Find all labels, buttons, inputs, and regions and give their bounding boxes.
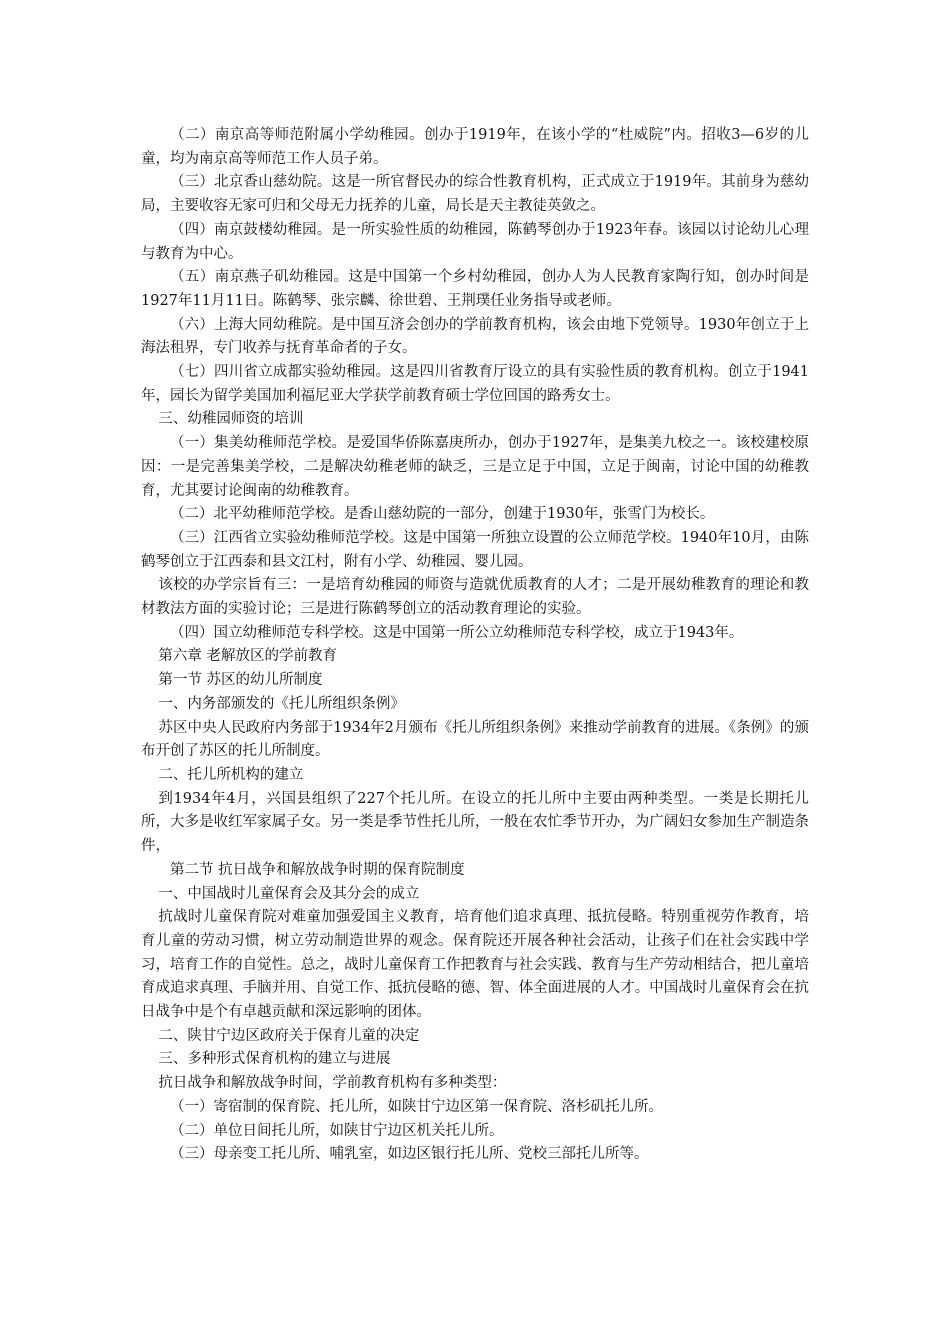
heading-or-paragraph: 三、幼稚园师资的培训 — [158, 411, 304, 428]
heading-or-paragraph: 该校的办学宗旨有三：一是培育幼稚园的师资与造就优质教育的人才；二是开展幼稚教育的理论和教材教法方面的实验讨论；三是进行陈鹤琴创立的活动教育理论的实验。 — [141, 577, 809, 618]
paragraph: （二）北平幼稚师范学校。是香山慈幼院的一部分，创建于1930年，张雪门为校长。 — [170, 506, 715, 523]
heading-or-paragraph: 苏区中央人民政府内务部于1934年2月颁布《托儿所组织条例》来推动学前教育的进展。《条例》的颁布开创了苏区的托儿所制度。 — [141, 719, 809, 760]
heading-or-paragraph: 二、托儿所机构的建立 — [158, 766, 304, 783]
heading-or-paragraph: 二、陕甘宁边区政府关于保育儿童的决定 — [158, 1027, 420, 1044]
paragraph: （三）江西省立实验幼稚师范学校。这是中国第一所独立设置的公立师范学校。1940年10月，由陈鹤琴创立于江西泰和县文江村，附有小学、幼稚园、婴儿园。 — [141, 529, 809, 570]
paragraph: （六）上海大同幼稚院。是中国互济会创办的学前教育机构，该会由地下党领导。1930年创立于上海法租界，专门收养与抚育革命者的子女。 — [141, 316, 809, 357]
paragraph: （一）集美幼稚师范学校。是爱国华侨陈嘉庚所办，创办于1927年，是集美九校之一。该校建校原因：一是完善集美学校，二是解决幼稚老师的缺乏，三是立足于中国，立足于闽南，讨论中国的幼稚教育，尤其要讨论闽南的幼稚教育。 — [141, 435, 809, 499]
heading-or-paragraph: 到1934年4月，兴国县组织了227个托儿所。在设立的托儿所中主要由两种类型。一类是长期托儿所，大多是收红军家属子女。另一类是季节性托儿所，一般在农忙季节开办，为广阔妇女参加生产制造条件， — [141, 790, 809, 855]
paragraph: （三）母亲变工托儿所、哺乳室，如边区银行托儿所、党校三部托儿所等。 — [170, 1146, 649, 1163]
heading-or-paragraph: 抗战时儿童保育院对难童加强爱国主义教育，培育他们追求真理、抵抗侵略。特别重视劳作教育，培育儿童的劳动习惯，树立劳动制造世界的观念。保育院还开展各种社会活动，让孩子们在社会实践中学习，培育工作的自觉性。总之，战时儿童保育工作把教育与社会实践、教育与生产劳动相结合，把儿童培育成追求真理、手脑并用、自觉工作、抵抗侵略的德、智、体全面进展的人才。中国战时儿童保育会在抗日战争中是个有卓越贡献和深远影响的团体。 — [141, 909, 809, 1021]
heading-or-paragraph: 一、内务部颁发的《托儿所组织条例》 — [158, 695, 405, 712]
heading-or-paragraph: 第六章 老解放区的学前教育 — [158, 648, 337, 665]
paragraph: （三）北京香山慈幼院。这是一所官督民办的综合性教育机构，正式成立于1919年。其前身为慈幼局，主要收容无家可归和父母无力抚养的儿童，局长是天主教徒英敛之。 — [141, 174, 809, 215]
paragraph: （一）寄宿制的保育院、托儿所，如陕甘宁边区第一保育院、洛杉矶托儿所。 — [170, 1098, 663, 1115]
paragraph: （四）南京鼓楼幼稚园。是一所实验性质的幼稚园，陈鹤琴创办于1923年春。该园以讨论幼儿心理与教育为中心。 — [141, 221, 809, 262]
paragraph: （七）四川省立成都实验幼稚园。这是四川省教育厅设立的具有实验性质的教育机构。创立于1941年，园长为留学美国加利福尼亚大学获学前教育硕士学位回国的路秀女士。 — [141, 364, 809, 404]
heading-or-paragraph: 三、多种形式保育机构的建立与进展 — [158, 1051, 391, 1068]
paragraph: （二）南京高等师范附属小学幼稚园。创办于1919年，在该小学的“杜威院”内。招收3—6岁的儿童，均为南京高等师范工作人员子弟。 — [141, 127, 809, 167]
document-body — [141, 124, 809, 1167]
heading-or-paragraph: 一、中国战时儿童保育会及其分会的成立 — [158, 885, 420, 902]
heading-or-paragraph: 抗日战争和解放战争时间，学前教育机构有多种类型： — [158, 1075, 507, 1092]
paragraph: （二）单位日间托儿所，如陕甘宁边区机关托儿所。 — [170, 1122, 504, 1139]
heading-or-paragraph: 第一节 苏区的幼儿所制度 — [158, 672, 323, 689]
paragraph: 第二节 抗日战争和解放战争时期的保育院制度 — [170, 861, 465, 878]
paragraph: （四）国立幼稚师范专科学校。这是中国第一所公立幼稚师范专科学校，成立于1943年。 — [170, 624, 744, 641]
paragraph: （五）南京燕子矶幼稚园。这是中国第一个乡村幼稚园，创办人为人民教育家陶行知，创办时间是1927年11月11日。陈鹤琴、张宗麟、徐世碧、王荆璞任业务指导或老师。 — [141, 269, 809, 309]
